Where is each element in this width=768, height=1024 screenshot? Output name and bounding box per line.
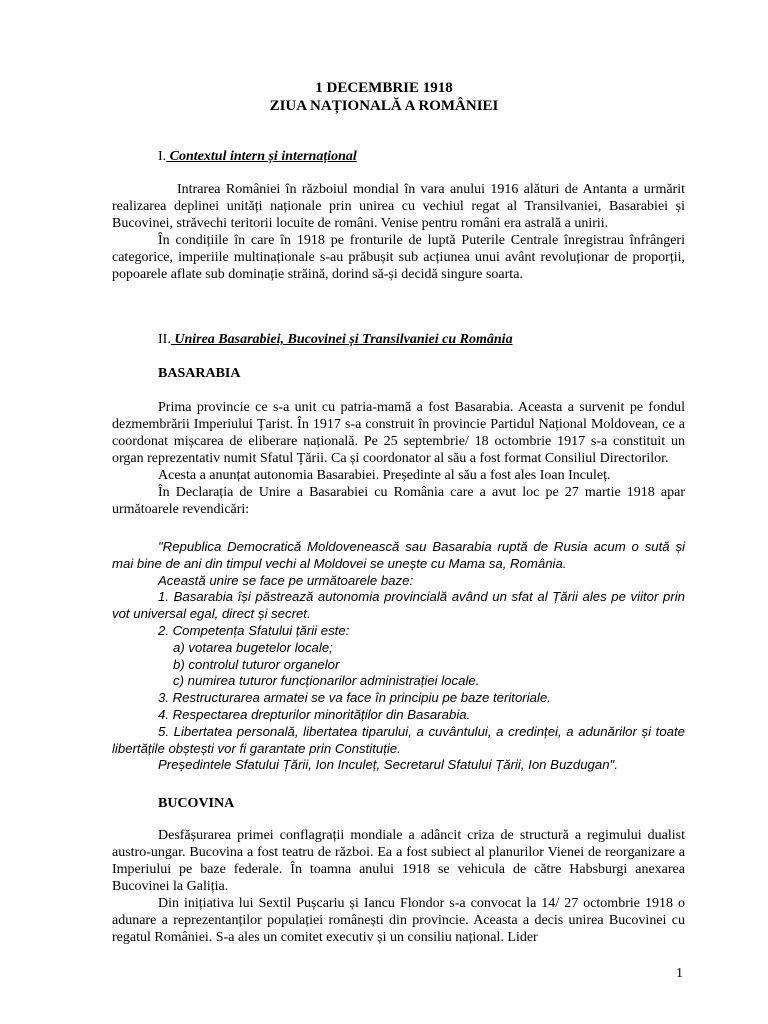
quote-item: 4. Respectarea drepturilor minorităților din Basarabia.: [158, 706, 471, 722]
quote-subitem: c) numirea tuturor funcționarilor administrației locale.: [173, 673, 480, 689]
quote-item: 3. Restructurarea armatei se va face în principiu pe baze teritoriale.: [158, 690, 551, 706]
quote-item: 2. Competența Sfatului țării este:: [158, 622, 350, 638]
title-line-1: 1 DECEMBRIE 1918: [315, 80, 453, 96]
quote-item: 5. Libertatea personală, libertatea tiparului, a cuvântului, a credinței, a adunărilor și toate libertățile obștești vor fi garantate prin Constituție.: [112, 723, 685, 756]
quote-line: Această unire se face pe următoarele baze:: [158, 572, 414, 588]
section-2-title: Unirea Basarabiei, Bucovinei și Transilvaniei cu România: [170, 332, 513, 347]
quote-item: 1. Basarabia își păstrează autonomia provincială având un sfat al Țării ales pe viitor prin vot universal egal, direct și secret.: [112, 589, 685, 622]
section-1-body: [112, 181, 685, 283]
quote-signature: Președintele Sfatului Țării, Ion Inculeț, Secretarul Sfatului Țării, Ion Buzdugan".: [158, 757, 618, 773]
section-2-number: II.: [158, 332, 171, 347]
paragraph: În Declarația de Unire a Basarabiei cu România care a avut loc pe 27 martie 1918 apar următoarele revendicări:: [112, 485, 685, 517]
paragraph: Acesta a anunțat autonomia Basarabiei. Președinte al său a fost ales Ioan Inculeț.: [158, 468, 611, 483]
basarabia-heading: BASARABIA: [158, 366, 241, 381]
section-2-heading: [158, 331, 513, 348]
declaration-quote: [112, 539, 685, 774]
title-line-2: ZIUA NAȚIONALĂ A ROMÂNIEI: [269, 98, 499, 114]
quote-subitem: b) controlul tuturor organelor: [173, 656, 340, 672]
section-1-number: I.: [158, 149, 167, 164]
paragraph: În condițiile în care în 1918 pe fronturile de luptă Puterile Centrale înregistrau înfrângeri categorice, imperiile multinaționale s-au prăbușit sub acțiunea unui avânt revoluționar de proporții, popoarele aflate sub dominație străină, dorind să-și decidă singure soarta.: [112, 233, 685, 282]
quote-intro: "Republica Democratică Moldovenească sau Basarabia ruptă de Rusia acum o sută și mai bine de ani din timpul vechi al Moldovei se unește cu Mama sa, România.: [112, 539, 685, 571]
section-1-title: Contextul intern și internațional: [166, 149, 357, 164]
paragraph: Desfășurarea primei conflagrații mondiale a adâncit criza de structură a regimului dualist austro-ungar. Bucovina a fost teatru de război. Ea a fost subiect al planurilor Vienei de reorganizare a Imperiului pe baze federale. În toamna anului 1918 se vehicula de către Habsburgi anexarea Bucovinei la Galiția.: [112, 828, 685, 894]
paragraph: Din inițiativa lui Sextil Pușcariu și Iancu Flondor s-a convocat la 14/ 27 octombrie 1918 o adunare a reprezentanților populației românești din provincie. Aceasta a decis unirea Bucovinei cu regatul României. S-a ales un comitet executiv și un consiliu național. Lider: [112, 896, 685, 945]
bucovina-heading: BUCOVINA: [158, 796, 235, 811]
bucovina-body: [112, 827, 685, 946]
page-number: 1: [676, 966, 683, 981]
paragraph: Prima provincie ce s-a unit cu patria-mamă a fost Basarabia. Aceasta a survenit pe fondul dezmembrării Imperiului Țarist. În 1917 s-a construit în provincie Partidul Național Moldovean, ce a coordonat mișcarea de eliberare națională. Pe 25 septembrie/ 18 octombrie 1917 s-a constituit un organ reprezentativ numit Sfatul Țării. Ca și coordonator al său a fost format Consiliul Directorilor.: [112, 400, 685, 466]
basarabia-body: [112, 399, 685, 518]
quote-subitem: a) votarea bugetelor locale;: [173, 639, 333, 655]
paragraph: Intrarea României în războiul mondial în vara anului 1916 alături de Antanta a urmărit realizarea deplinei unități naționale prin unirea cu vechiul regat al Transilvaniei, Basarabiei și Bucovinei, străvechi teritorii locuite de români. Venise pentru români era astrală a unirii.: [112, 182, 685, 231]
section-1-heading: [158, 148, 357, 165]
